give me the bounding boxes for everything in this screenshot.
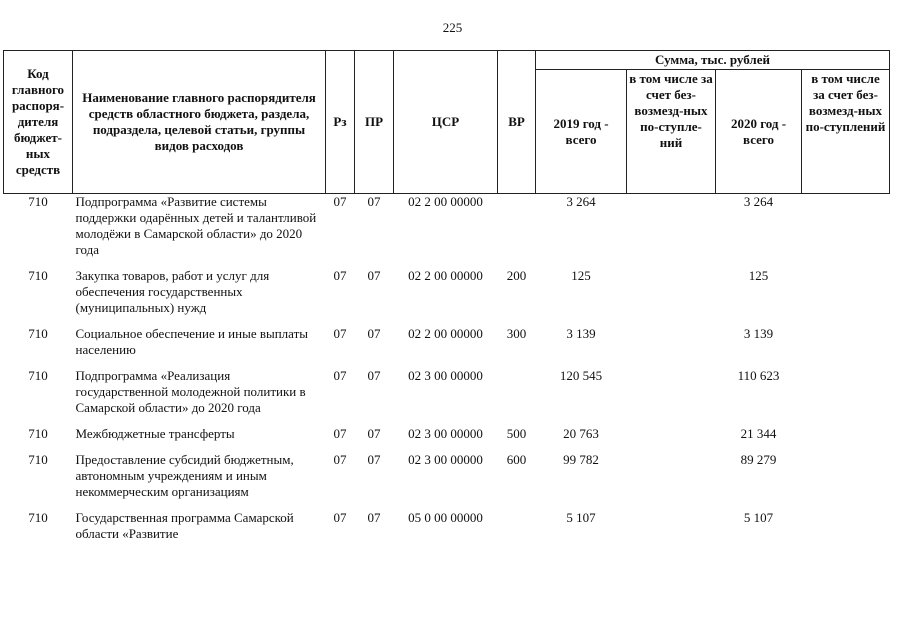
cell-vr: 300 (506, 326, 527, 341)
table-row (4, 268, 890, 326)
table-row (4, 510, 890, 552)
cell-vr: 600 (506, 452, 527, 467)
cell-csr: 02 2 00 00000 (408, 326, 483, 341)
table-row (4, 368, 890, 426)
cell-pr: 07 (367, 368, 381, 383)
cell-code: 710 (28, 326, 48, 341)
header-2019-free: в том числе за счет без-возмезд-ных по-ступле-ний (627, 70, 716, 194)
cell-code: 710 (28, 194, 48, 209)
cell-pr: 07 (367, 194, 381, 209)
cell-vr: 200 (506, 268, 527, 283)
cell-name: Подпрограмма «Реализация государственной молодежной политики в Самарской области» до 2020 года (75, 368, 306, 415)
cell-pr: 07 (367, 326, 381, 341)
cell-2019-free (627, 194, 716, 269)
cell-rz: 07 (333, 194, 347, 209)
header-pr: ПР (355, 51, 394, 194)
cell-2020-total: 110 623 (737, 368, 780, 383)
cell-rz: 07 (333, 326, 347, 341)
cell-2019-total: 125 (571, 268, 591, 283)
cell-rz: 07 (333, 452, 347, 467)
header-vr: ВР (498, 51, 536, 194)
header-2020-total: 2020 год - всего (716, 70, 802, 194)
cell-name: Закупка товаров, работ и услуг для обеспечения государственных (муниципальных) нужд (75, 268, 270, 315)
cell-pr: 07 (367, 268, 381, 283)
header-sum: Сумма, тыс. рублей (536, 51, 890, 70)
cell-2019-free (627, 268, 716, 326)
cell-2020-total: 21 344 (740, 426, 777, 441)
cell-csr: 02 2 00 00000 (408, 194, 483, 209)
header-2020-free: в том числе за счет без-возмезд-ных по-ступлений (802, 70, 890, 194)
cell-2020-free (802, 368, 890, 426)
page-number: 225 (442, 20, 463, 35)
table-row (4, 194, 890, 269)
cell-2020-free (802, 510, 890, 552)
header-rz: Рз (326, 51, 355, 194)
header-name: Наименование главного распорядителя средств областного бюджета, раздела, подраздела, целевой статьи, группы видов расходов (73, 51, 326, 194)
cell-vr (498, 368, 536, 426)
header-2019-total: 2019 год - всего (536, 70, 627, 194)
cell-2020-free (802, 452, 890, 510)
cell-name: Государственная программа Самарской области «Развитие (75, 510, 294, 541)
cell-csr: 02 3 00 00000 (408, 426, 483, 441)
cell-2020-free (802, 326, 890, 368)
table-row (4, 326, 890, 368)
cell-vr (498, 510, 536, 552)
cell-2019-free (627, 426, 716, 452)
cell-2020-total: 89 279 (740, 452, 777, 467)
cell-2019-total: 3 139 (566, 326, 596, 341)
cell-code: 710 (28, 452, 48, 467)
cell-2020-free (802, 426, 890, 452)
cell-2020-total: 3 139 (743, 326, 774, 341)
cell-pr: 07 (367, 510, 381, 525)
cell-rz: 07 (333, 268, 347, 283)
budget-table (3, 50, 890, 552)
cell-2019-total: 5 107 (566, 510, 596, 525)
cell-code: 710 (28, 368, 48, 383)
table-row (4, 452, 890, 510)
header-csr: ЦСР (394, 51, 498, 194)
cell-code: 710 (28, 426, 48, 441)
cell-rz: 07 (333, 426, 347, 441)
cell-2019-total: 99 782 (563, 452, 599, 467)
cell-name: Межбюджетные трансферты (75, 426, 235, 441)
cell-2019-free (627, 452, 716, 510)
cell-2019-free (627, 510, 716, 552)
cell-name: Социальное обеспечение и иные выплаты населению (75, 326, 309, 357)
cell-vr (498, 194, 536, 269)
cell-2019-total: 120 545 (559, 368, 603, 383)
cell-csr: 02 2 00 00000 (408, 268, 483, 283)
cell-csr: 05 0 00 00000 (408, 510, 483, 525)
cell-2020-total: 125 (748, 268, 769, 283)
cell-pr: 07 (367, 426, 381, 441)
cell-vr: 500 (506, 426, 527, 441)
cell-code: 710 (28, 268, 48, 283)
cell-code: 710 (28, 510, 48, 525)
header-code: Код главного распоря-дителя бюджет-ных средств (4, 51, 73, 194)
cell-2019-total: 3 264 (566, 194, 596, 209)
cell-2019-total: 20 763 (563, 426, 599, 441)
cell-name: Подпрограмма «Развитие системы поддержки одарённых детей и талантливой молодёжи в Самарской области» до 2020 года (75, 194, 317, 257)
cell-2020-free (802, 268, 890, 326)
table-row (4, 426, 890, 452)
cell-2020-total: 3 264 (743, 194, 774, 209)
cell-rz: 07 (333, 510, 347, 525)
cell-2019-free (627, 326, 716, 368)
cell-csr: 02 3 00 00000 (408, 452, 483, 467)
cell-pr: 07 (367, 452, 381, 467)
cell-name: Предоставление субсидий бюджетным, автономным учреждениям и иным некоммерческим организациям (75, 452, 294, 499)
cell-2019-free (627, 368, 716, 426)
cell-2020-total: 5 107 (743, 510, 774, 525)
cell-rz: 07 (333, 368, 347, 383)
cell-2020-free (802, 194, 890, 269)
cell-csr: 02 3 00 00000 (408, 368, 483, 383)
